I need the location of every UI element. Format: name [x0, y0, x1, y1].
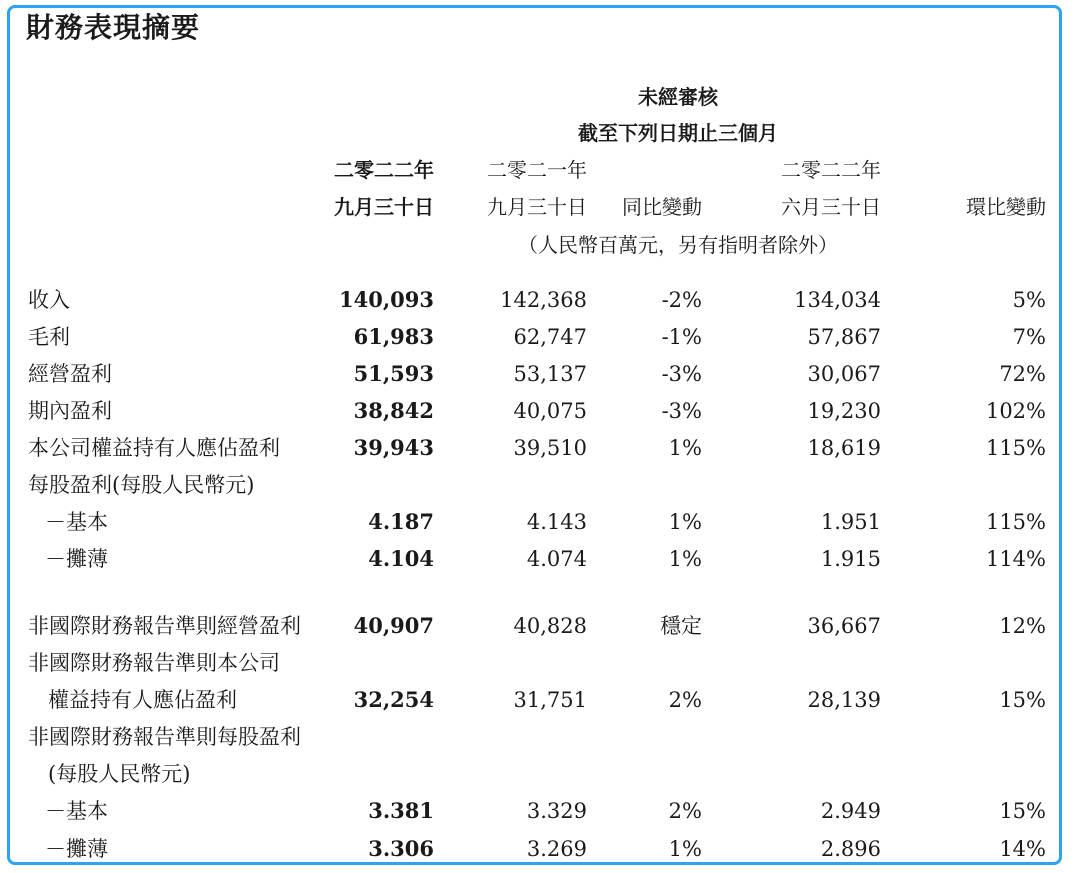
- value-2022q3: 51,593: [353, 361, 434, 386]
- row-label: 經營盈利: [28, 362, 112, 386]
- value-2021q3: 142,368: [500, 288, 587, 312]
- row-label: 非國際財務報告準則每股盈利: [28, 725, 301, 749]
- table-row-eps-basic: [0, 507, 1080, 537]
- period-heading: 截至下列日期止三個月: [578, 121, 778, 145]
- row-label: 非國際財務報告準則經營盈利: [28, 614, 301, 638]
- table-row-nonifrs-attributable-profit: [0, 685, 1080, 715]
- yoy-change: 1%: [668, 436, 702, 460]
- table-row-nonifrs-eps-diluted: [0, 834, 1080, 864]
- table-row-nonifrs-eps-heading: [0, 722, 1080, 752]
- col5-header: 環比變動: [966, 195, 1046, 219]
- value-2021q3: 62,747: [513, 325, 587, 349]
- value-2022q2: 1.915: [820, 547, 881, 571]
- yoy-change: 1%: [668, 837, 702, 861]
- qoq-change: 72%: [999, 362, 1046, 386]
- yoy-change: -3%: [661, 399, 702, 423]
- qoq-change: 15%: [999, 688, 1046, 712]
- table-row-eps-diluted: [0, 544, 1080, 574]
- row-label: (每股人民幣元): [48, 762, 191, 786]
- value-2021q3: 4.143: [526, 510, 587, 534]
- col1-header-date: 九月三十日: [334, 195, 434, 219]
- yoy-change: -2%: [661, 288, 702, 312]
- value-2022q2: 2.896: [820, 837, 881, 861]
- qoq-change: 115%: [985, 436, 1046, 460]
- yoy-change: 1%: [668, 510, 702, 534]
- qoq-change: 14%: [999, 837, 1046, 861]
- yoy-change: 1%: [668, 547, 702, 571]
- page-title: 財務表現摘要: [26, 11, 201, 44]
- row-label: －攤薄: [45, 547, 108, 571]
- row-label: 權益持有人應佔盈利: [48, 688, 237, 712]
- col2-header-date: 九月三十日: [487, 195, 587, 219]
- value-2022q2: 28,139: [807, 688, 881, 712]
- col2-header-year: 二零二一年: [487, 158, 587, 182]
- col3-header: 同比變動: [622, 195, 702, 219]
- value-2021q3: 40,075: [513, 399, 587, 423]
- row-label: －攤薄: [45, 837, 108, 861]
- value-2021q3: 3.329: [526, 799, 587, 823]
- table-row-period-profit: [0, 396, 1080, 426]
- value-2021q3: 53,137: [513, 362, 587, 386]
- row-label: 每股盈利(每股人民幣元): [28, 473, 255, 497]
- value-2021q3: 4.074: [526, 547, 587, 571]
- row-label: －基本: [45, 510, 108, 534]
- table-row-nonifrs-attributable-heading: [0, 648, 1080, 678]
- value-2022q3: 61,983: [353, 324, 434, 349]
- value-2022q3: 38,842: [353, 398, 434, 423]
- yoy-change: 穩定: [660, 614, 702, 638]
- yoy-change: -1%: [661, 325, 702, 349]
- table-row-gross-profit: [0, 322, 1080, 352]
- qoq-change: 15%: [999, 799, 1046, 823]
- value-2021q3: 39,510: [513, 436, 587, 460]
- row-label: 本公司權益持有人應佔盈利: [28, 436, 280, 460]
- qoq-change: 5%: [1012, 288, 1046, 312]
- value-2021q3: 3.269: [526, 837, 587, 861]
- value-2022q3: 4.187: [368, 509, 434, 534]
- row-label: 毛利: [28, 325, 70, 349]
- qoq-change: 12%: [999, 614, 1046, 638]
- value-2022q2: 1.951: [820, 510, 881, 534]
- qoq-change: 7%: [1012, 325, 1046, 349]
- value-2022q2: 19,230: [807, 399, 881, 423]
- col4-header-date: 六月三十日: [781, 195, 881, 219]
- col4-header-year: 二零二二年: [781, 158, 881, 182]
- yoy-change: 2%: [668, 688, 702, 712]
- value-2022q2: 30,067: [807, 362, 881, 386]
- value-2022q2: 57,867: [807, 325, 881, 349]
- table-row-nonifrs-eps-basic: [0, 796, 1080, 826]
- value-2022q3: 32,254: [353, 687, 434, 712]
- table-row-nonifrs-eps-unit: [0, 759, 1080, 789]
- value-2021q3: 40,828: [513, 614, 587, 638]
- value-2022q3: 140,093: [339, 287, 434, 312]
- table-row-nonifrs-operating-profit: [0, 611, 1080, 641]
- qoq-change: 115%: [985, 510, 1046, 534]
- yoy-change: -3%: [661, 362, 702, 386]
- qoq-change: 102%: [985, 399, 1046, 423]
- value-2022q3: 3.381: [368, 798, 434, 823]
- qoq-change: 114%: [985, 547, 1046, 571]
- value-2022q2: 2.949: [820, 799, 881, 823]
- table-row-operating-profit: [0, 359, 1080, 389]
- row-label: 非國際財務報告準則本公司: [28, 651, 280, 675]
- row-label: 期內盈利: [28, 399, 112, 423]
- value-2022q2: 134,034: [794, 288, 881, 312]
- row-label: 收入: [28, 288, 70, 312]
- value-2022q3: 39,943: [353, 435, 434, 460]
- value-2022q2: 36,667: [807, 614, 881, 638]
- value-2022q3: 40,907: [353, 613, 434, 638]
- unit-note: （人民幣百萬元，另有指明者除外）: [518, 233, 838, 257]
- audit-status-heading: 未經審核: [638, 85, 718, 109]
- value-2022q3: 4.104: [368, 546, 434, 571]
- col1-header-year: 二零二二年: [334, 158, 434, 182]
- table-row-attributable-profit: [0, 433, 1080, 463]
- table-row-revenue: [0, 285, 1080, 315]
- yoy-change: 2%: [668, 799, 702, 823]
- value-2022q2: 18,619: [807, 436, 881, 460]
- value-2021q3: 31,751: [513, 688, 587, 712]
- row-label: －基本: [45, 799, 108, 823]
- value-2022q3: 3.306: [368, 836, 434, 861]
- table-row-eps-heading: [0, 470, 1080, 500]
